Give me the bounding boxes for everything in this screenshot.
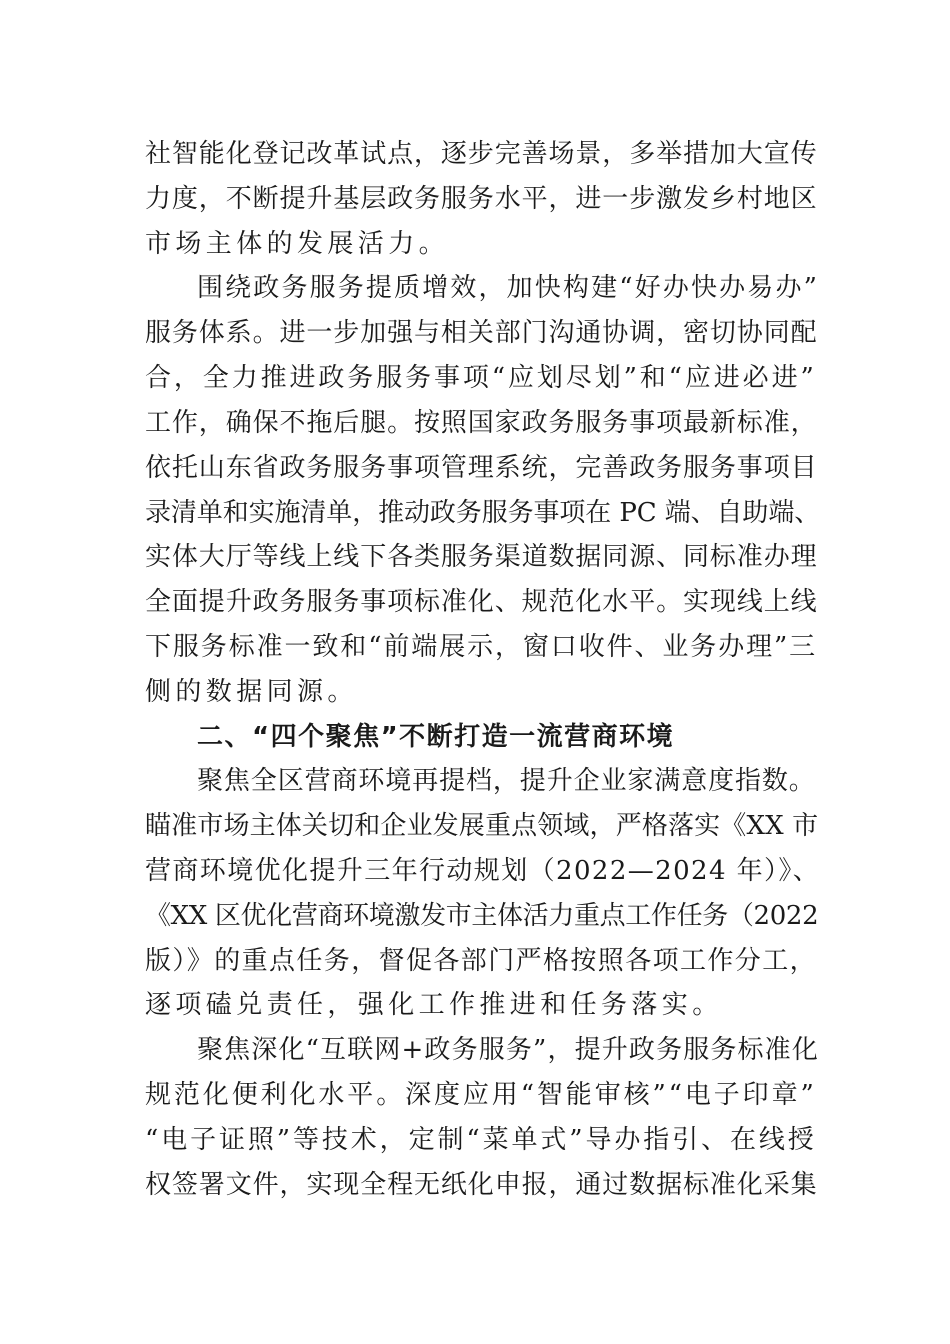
paragraph-first-line: 聚焦深化“互联网+政务服务”，提升政务服务标准化 bbox=[197, 1035, 819, 1065]
body-text-line: 社智能化登记改革试点，逐步完善场景，多举措加大宣传 bbox=[145, 139, 818, 169]
body-text-line: 依托山东省政务服务事项管理系统，完善政务服务事项目 bbox=[145, 453, 818, 483]
body-text-line: 合，全力推进政务服务事项“应划尽划”和“应进必进” bbox=[145, 363, 817, 393]
body-text-line: 营商环境优化提升三年行动规划（2022—2024 年）》、 bbox=[145, 856, 821, 886]
body-text-line: 版）》的重点任务，督促各部门严格按照各项工作分工， bbox=[145, 946, 818, 976]
body-text-line: 全面提升政务服务事项标准化、规范化水平。实现线上线 bbox=[145, 587, 818, 617]
body-text-line: 市场主体的发展活力。 bbox=[145, 229, 450, 259]
body-text-line: 工作，确保不拖后腿。按照国家政务服务事项最新标准， bbox=[145, 408, 818, 438]
body-text-line: 实体大厅等线上线下各类服务渠道数据同源、同标准办理 bbox=[145, 542, 818, 572]
body-text-line: 服务体系。进一步加强与相关部门沟通协调，密切协同配 bbox=[145, 318, 818, 348]
body-text-line: 权签署文件，实现全程无纸化申报，通过数据标准化采集 bbox=[145, 1170, 818, 1200]
body-text-line: 录清单和实施清单，推动政务服务事项在 PC 端、自助端、 bbox=[145, 498, 821, 528]
body-text-line: 逐项磕兑责任，强化工作推进和任务落实。 bbox=[145, 990, 723, 1020]
body-text-line: 侧的数据同源。 bbox=[145, 677, 358, 707]
body-text-line: “电子证照”等技术，定制“菜单式”导办指引、在线授 bbox=[145, 1125, 817, 1155]
paragraph-first-line: 围绕政务服务提质增效，加快构建“好办快办易办” bbox=[197, 273, 820, 303]
paragraph-first-line: 聚焦全区营商环境再提档，提升企业家满意度指数。 bbox=[197, 766, 816, 796]
body-text-line: 力度，不断提升基层政务服务水平，进一步激发乡村地区 bbox=[145, 184, 818, 214]
body-text-line: 下服务标准一致和“前端展示，窗口收件、业务办理”三 bbox=[145, 632, 818, 662]
body-text-line: 瞄准市场主体关切和企业发展重点领域，严格落实《XX 市 bbox=[145, 811, 819, 841]
section-heading: 二、“四个聚焦”不断打造一流营商环境 bbox=[197, 722, 675, 752]
body-text-line: 规范化便利化水平。深度应用“智能审核”“电子印章” bbox=[145, 1080, 817, 1110]
body-text-line: 《XX 区优化营商环境激发市主体活力重点工作任务（2022 bbox=[145, 901, 819, 931]
